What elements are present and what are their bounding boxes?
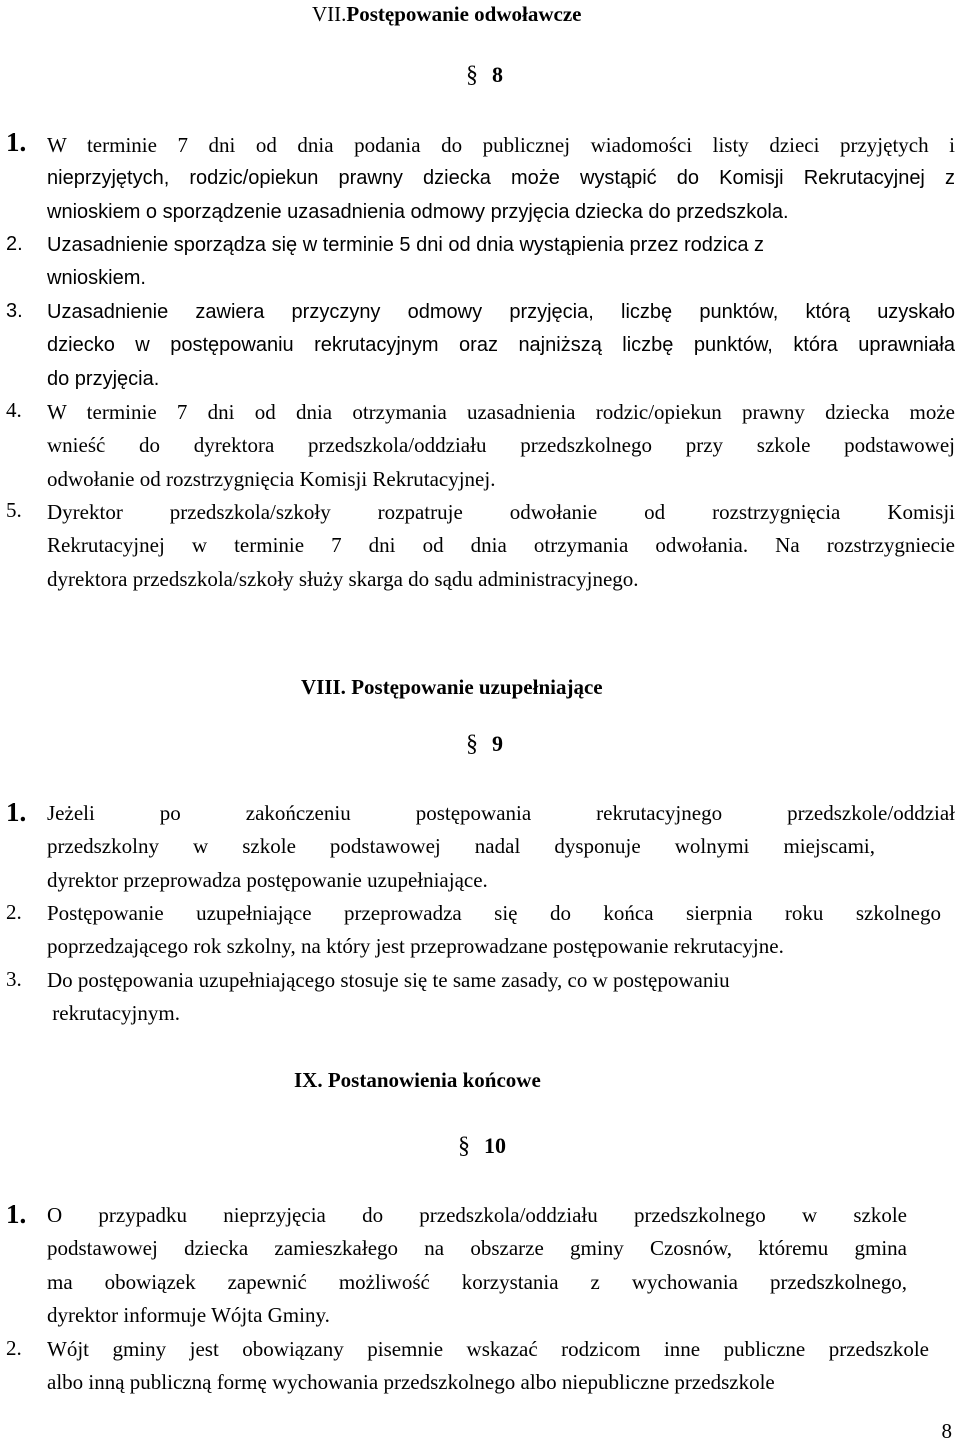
- section-roman-numeral: VII.: [312, 2, 347, 26]
- list-item: [47, 129, 955, 229]
- item-text-line: podstawowej dziecka zamieszkałego na obszarze gminy Czosnów, któremu gmina: [47, 1236, 907, 1261]
- paragraph-marker-9: [466, 731, 503, 758]
- item-text-line: Jeżeli po zakończeniu postępowania rekrutacyjnego przedszkole/oddział: [47, 801, 955, 825]
- list-item: [47, 1199, 955, 1332]
- paragraph-symbol: §: [466, 731, 478, 757]
- item-text-line: przedszkolny w szkole podstawowej nadal dysponuje wolnymi miejscami,: [47, 834, 875, 859]
- item-text-line: dyrektora przedszkola/szkoły służy skarga do sądu administracyjnego.: [47, 566, 639, 591]
- item-text-line: Uzasadnienie sporządza się w terminie 5 dni od dnia wystąpienia przez rodzica z: [47, 234, 765, 256]
- item-number: 2.: [6, 1336, 22, 1360]
- section-heading-vii: [312, 0, 581, 28]
- item-text-line: Dyrektor przedszkola/szkoły rozpatruje odwołanie od rozstrzygnięcia Komisji: [47, 500, 955, 524]
- paragraph-symbol: §: [458, 1133, 470, 1159]
- item-text-line: wnioskiem o sporządzenie uzasadnienia odmowy przyjęcia dziecka do przedszkola.: [47, 200, 789, 223]
- paragraph-marker-10: [458, 1133, 506, 1160]
- section-heading-ix: [294, 1068, 541, 1093]
- paragraph-number: 10: [484, 1133, 506, 1158]
- item-text-line: poprzedzającego rok szkolny, na który jest przeprowadzane postępowanie rekrutacyjne.: [47, 934, 784, 959]
- section-title: Postanowienia końcowe: [327, 1068, 541, 1092]
- item-text-line: nieprzyjętych, rodzic/opiekun prawny dziecka może wystąpić do Komisji Rekrutacyjnej z: [47, 167, 955, 190]
- section-heading-viii: [301, 675, 603, 700]
- list-item: [47, 396, 955, 496]
- paragraph-number: 8: [492, 62, 503, 87]
- item-text-line: do przyjęcia.: [47, 367, 160, 390]
- item-number: 1.: [6, 1199, 27, 1229]
- item-text-line: Rekrutacyjnej w terminie 7 dni od dnia otrzymania odwołania. Na rozstrzygniecie: [47, 533, 955, 558]
- section-title: Postępowanie uzupełniające: [351, 675, 603, 699]
- list-item: [47, 964, 955, 1031]
- item-text-line: Do postępowania uzupełniającego stosuje się te same zasady, co w postępowaniu: [47, 968, 730, 992]
- list-item: [47, 1333, 955, 1400]
- list-item: [47, 496, 955, 596]
- list-item: [47, 229, 955, 296]
- item-text-line: odwołanie od rozstrzygnięcia Komisji Rekrutacyjnej.: [47, 466, 496, 491]
- list-item: [47, 897, 955, 964]
- item-number: 1.: [6, 127, 27, 157]
- section-roman-numeral: IX.: [294, 1068, 323, 1092]
- paragraph-symbol: §: [466, 62, 478, 88]
- item-number: 5.: [6, 498, 22, 522]
- item-text-line: Uzasadnienie zawiera przyczyny odmowy przyjęcia, liczbę punktów, którą uzyskało: [47, 301, 955, 323]
- item-number: 1.: [6, 797, 27, 827]
- item-number: 2.: [6, 233, 23, 255]
- item-number: 3.: [6, 967, 22, 991]
- item-text-line: ma obowiązek zapewnić możliwość korzystania z wychowania przedszkolnego,: [47, 1269, 907, 1294]
- item-text-line: Postępowanie uzupełniające przeprowadza się do końca sierpnia roku szkolnego: [47, 901, 941, 925]
- item-text-line: dziecko w postępowaniu rekrutacyjnym oraz najniższą liczbę punktów, która uprawniała: [47, 334, 955, 357]
- item-text-line: W terminie 7 dni od dnia podania do publicznej wiadomości listy dzieci przyjętych i: [47, 133, 955, 157]
- item-text-line: dyrektor informuje Wójta Gminy.: [47, 1302, 330, 1327]
- item-text-line: wnieść do dyrektora przedszkola/oddziału przedszkolnego przy szkole podstawowej: [47, 433, 955, 458]
- item-text-line: O przypadku nieprzyjęcia do przedszkola/oddziału przedszkolnego w szkole: [47, 1203, 907, 1227]
- page-number: 8: [941, 1419, 952, 1443]
- item-text-line: wnioskiem.: [47, 267, 146, 290]
- paragraph-number: 9: [492, 731, 503, 756]
- list-item: [47, 296, 955, 396]
- item-number: 2.: [6, 900, 22, 924]
- list-item: [47, 797, 955, 897]
- item-text-line: rekrutacyjnym.: [47, 1001, 180, 1026]
- item-number: 3.: [6, 300, 23, 322]
- item-text-line: dyrektor przeprowadza postępowanie uzupełniające.: [47, 867, 488, 892]
- section-title: Postępowanie odwoławcze: [346, 2, 582, 26]
- item-text-line: Wójt gminy jest obowiązany pisemnie wskazać rodzicom inne publiczne przedszkole: [47, 1337, 929, 1361]
- item-text-line: albo inną publiczną formę wychowania przedszkolnego albo niepubliczne przedszkole: [47, 1370, 775, 1395]
- item-number: 4.: [6, 398, 22, 422]
- section-roman-numeral: VIII.: [301, 675, 346, 699]
- paragraph-marker-8: [466, 62, 503, 89]
- item-text-line: W terminie 7 dni od dnia otrzymania uzasadnienia rodzic/opiekun prawny dziecka może: [47, 400, 955, 424]
